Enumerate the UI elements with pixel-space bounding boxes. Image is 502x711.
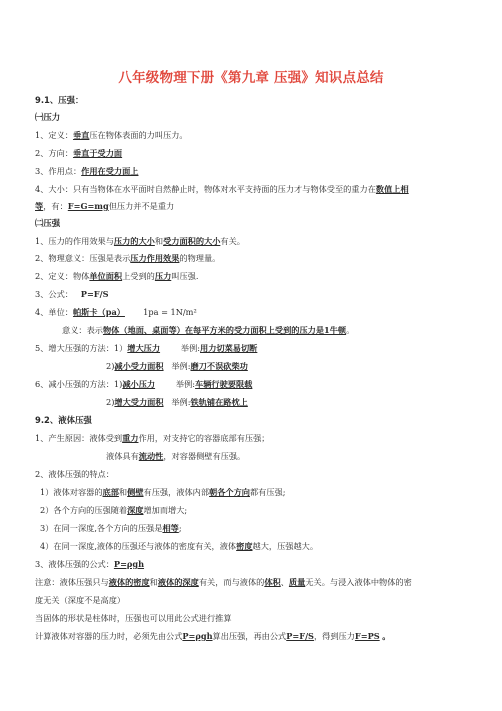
- cause-line-2: [106, 451, 484, 462]
- features-heading: 2、液体压强的特点：: [35, 469, 114, 479]
- rule-1: [35, 236, 484, 247]
- text: 2、定义：物体: [35, 271, 90, 281]
- emphasis: 作用在受力面上: [81, 166, 139, 176]
- text: 1、产生原因：液体受到: [35, 433, 123, 443]
- text: 和: [118, 487, 128, 497]
- emphasis: 铁轨铺在路枕上: [190, 397, 248, 407]
- text: 叫压强.: [171, 271, 199, 281]
- feature-2: [40, 505, 484, 516]
- text: 4、大小：只有当物体在水平面时自然静止时，物体对水平支持面的压力才与物体受至的重力在: [35, 184, 376, 194]
- text: ，对容器侧壁有压强。: [163, 451, 246, 461]
- emphasis: 朝各个方向: [209, 487, 250, 497]
- text: 作用，对支持它的容器底部有压强；: [138, 433, 270, 443]
- text: 和: [149, 577, 158, 587]
- emphasis: 减小受力面积: [114, 361, 164, 371]
- emphasis: 重力: [122, 433, 139, 443]
- cause-line-1: [35, 433, 484, 444]
- text: 5、增大压强的方法：1）: [35, 343, 128, 353]
- emphasis: 减小压力: [122, 379, 156, 389]
- emphasis: 帕斯卡（pa）: [72, 307, 125, 317]
- rule-3: [35, 271, 484, 282]
- text: 有压强，液体内部: [143, 487, 210, 497]
- rule-4: [35, 289, 484, 300]
- text: 举例:: [171, 361, 191, 371]
- size-line-2: [35, 201, 484, 212]
- text: 3、公式：: [35, 289, 73, 299]
- text: 算出压强，再由公式: [212, 631, 287, 641]
- text: 2、物理意义：压强是表示: [35, 253, 131, 263]
- text: 但压力并不是重力: [108, 201, 175, 211]
- formula: P=ρgh: [113, 559, 145, 569]
- emphasis: 等: [35, 201, 44, 211]
- text: 。: [346, 325, 355, 335]
- note-line-3: 当固体的形状是柱体时，压强也可以用此公式进行推算: [35, 613, 232, 623]
- note-line-4: [35, 631, 484, 642]
- text: 和: [154, 236, 164, 246]
- emphasis: 液体的密度: [108, 577, 150, 587]
- text: 2）各个方向的压强随着: [40, 505, 128, 515]
- text: 计算液体对容器的压力时，必须先由公式: [35, 631, 183, 641]
- text: 3、液体压强的公式：: [35, 559, 114, 569]
- direction-line: [35, 148, 484, 159]
- feature-3: [40, 523, 484, 534]
- decrease-method-2: [106, 397, 484, 408]
- formula-line: [35, 559, 484, 570]
- text: 增加而增大;: [143, 505, 188, 515]
- subheading-pressure: ㈡压强: [35, 218, 61, 228]
- text: 1）液体对容器的: [40, 487, 103, 497]
- rule-6: [62, 325, 484, 336]
- definition-line: [35, 130, 484, 141]
- emphasis: 侧壁: [127, 487, 144, 497]
- subheading-pressure-force: ㈠压力: [35, 112, 61, 122]
- text: 注意：液体压强只与: [35, 577, 109, 587]
- text: 3）在同一深度,各个方向的压强是: [40, 523, 163, 533]
- text: ，有：: [43, 201, 68, 211]
- text: 。: [382, 631, 391, 641]
- text: 4、单位：: [35, 307, 73, 317]
- emphasis: 垂直: [72, 130, 90, 140]
- emphasis: 数值上相: [375, 184, 409, 194]
- text: 3、作用点：: [35, 166, 82, 176]
- emphasis: 用力切菜易切断: [200, 343, 258, 353]
- page-title: 八年级物理下册《第九章 压强》知识点总结: [118, 70, 384, 86]
- rule-2: [35, 253, 484, 264]
- text: 液体具有: [106, 451, 139, 461]
- emphasis: 体积: [264, 577, 281, 587]
- text: 举例:: [175, 379, 196, 389]
- text: 6、减小压强的方法：1): [35, 379, 123, 389]
- emphasis: 质量: [288, 577, 306, 587]
- text: 有关。: [220, 236, 245, 246]
- note-line-1: [35, 577, 484, 588]
- emphasis: 压力的大小: [113, 236, 155, 246]
- formula: P=F/S: [286, 631, 314, 641]
- text: 1、压力的作用效果与: [35, 236, 114, 246]
- text: 举例:: [180, 343, 201, 353]
- note-line-2: 度无关（深度不是高度）: [35, 595, 126, 605]
- formula: P=F/S: [80, 289, 109, 299]
- emphasis: 磨刀不误砍柴功: [190, 361, 248, 371]
- emphasis: 垂直于受力面: [72, 148, 123, 158]
- formula: P=ρgh: [182, 631, 213, 641]
- text: 无关。与浸入液体中物体的密: [305, 577, 412, 587]
- size-line-1: [35, 184, 484, 195]
- emphasis: 车辆行驶要限载: [195, 379, 253, 389]
- text: 都有压强;: [249, 487, 286, 497]
- text: 2): [106, 361, 115, 371]
- emphasis: 单位面积: [89, 271, 123, 281]
- increase-method-2: [106, 361, 484, 372]
- emphasis: 深度: [127, 505, 144, 515]
- emphasis: 液体的深度: [157, 577, 199, 587]
- text: ，得到压力: [313, 631, 355, 641]
- text: 上受到的: [122, 271, 155, 281]
- text: ;: [178, 523, 182, 533]
- emphasis: 流动性: [138, 451, 164, 461]
- text: 压在物体表面的力叫压力。: [89, 130, 188, 140]
- text: 越大，压强越大。: [252, 541, 319, 551]
- section-heading-9-1: 9.1、压强：: [35, 95, 84, 105]
- emphasis: 受力面积的大小: [163, 236, 221, 246]
- formula: F=PS: [354, 631, 380, 641]
- text: 意义：表示: [62, 325, 103, 335]
- point-line: [35, 166, 484, 177]
- emphasis: 底部: [102, 487, 119, 497]
- emphasis: 增大受力面积: [114, 397, 164, 407]
- emphasis: 密度: [236, 541, 253, 551]
- text: 、: [280, 577, 289, 587]
- section-heading-9-2: 9.2、液体压强: [35, 415, 92, 425]
- decrease-method-1: [35, 379, 484, 390]
- text: 2、方向：: [35, 148, 73, 158]
- formula: F=G=mg: [67, 201, 109, 211]
- text: 2): [106, 397, 115, 407]
- emphasis: 压力作用效果: [130, 253, 180, 263]
- unit-value: 1pa = 1N/m²: [143, 307, 197, 317]
- text: 有关，而与液体的: [198, 577, 265, 587]
- text: 1、定义：: [35, 130, 73, 140]
- text: 4）在同一深度,液体的压强还与液体的密度有关，液体: [40, 541, 237, 551]
- emphasis: 增大压力: [127, 343, 161, 353]
- increase-method-1: [35, 343, 484, 354]
- feature-1: [40, 487, 484, 498]
- text: 的物理量。: [179, 253, 221, 263]
- emphasis: 物体（地面、桌面等）在每平方米的受力面积上受到的压力是1牛顿: [102, 325, 347, 335]
- emphasis: 压力: [154, 271, 172, 281]
- feature-4: [40, 541, 484, 552]
- emphasis: 相等: [162, 523, 179, 533]
- text: 举例:: [171, 397, 191, 407]
- rule-5: [35, 307, 484, 318]
